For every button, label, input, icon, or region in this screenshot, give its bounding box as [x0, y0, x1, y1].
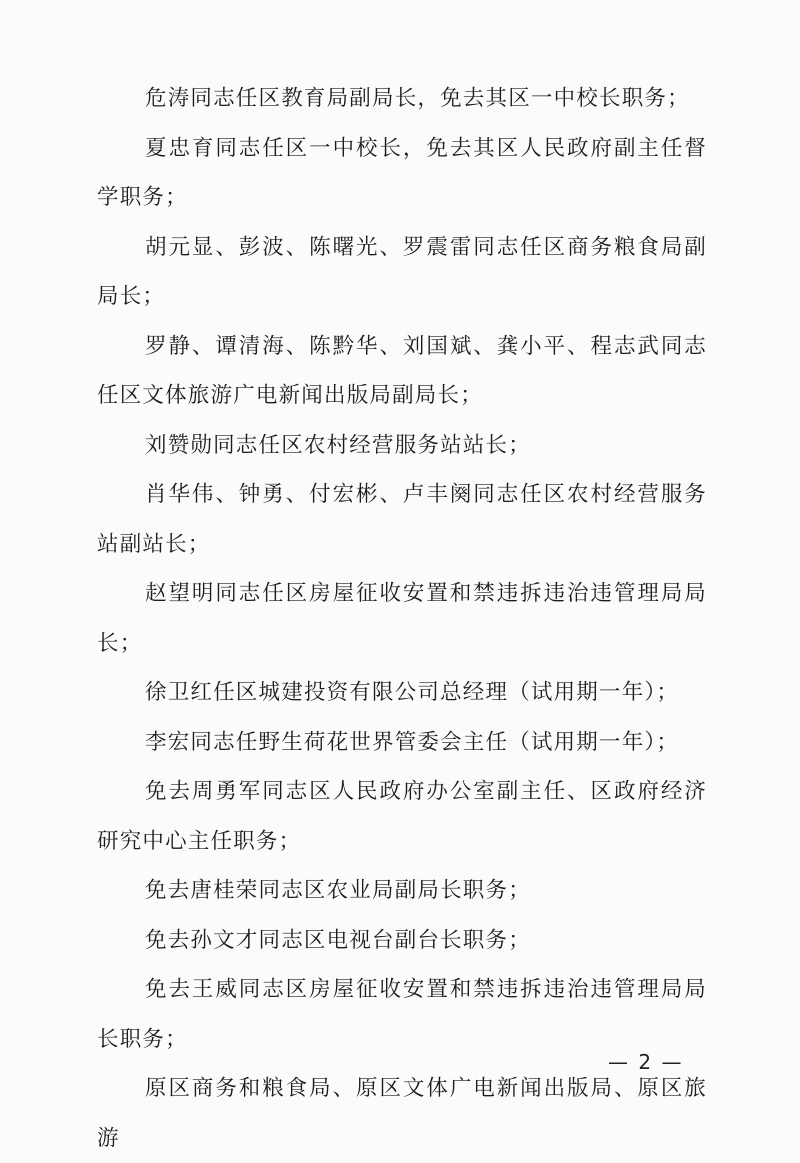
paragraph-2: 夏忠育同志任区一中校长，免去其区人民政府副主任督学职务；: [97, 135, 707, 210]
paragraph-3: 胡元显、彭波、陈曙光、罗震雷同志任区商务粮食局副局长；: [97, 234, 707, 309]
paragraph-7: 赵望明同志任区房屋征收安置和禁违拆违治违管理局局长；: [97, 581, 707, 656]
paragraph-8: 徐卫红任区城建投资有限公司总经理（试用期一年）；: [145, 680, 680, 705]
paragraph-1: 危涛同志任区教育局副局长，免去其区一中校长职务；: [145, 86, 690, 111]
paragraph-14: 原区商务和粮食局、原区文体广电新闻出版局、原区旅游: [97, 1076, 707, 1151]
paragraph-10: 免去周勇军同志区人民政府办公室副主任、区政府经济研究中心主任职务；: [97, 779, 707, 854]
paragraph-12: 免去孙文才同志区电视台副台长职务；: [145, 927, 531, 953]
paragraph-11: 免去唐桂荣同志区农业局副局长职务；: [145, 878, 531, 903]
paragraph-6: 肖华伟、钟勇、付宏彬、卢丰阕同志任区农村经营服务站副站长；: [97, 482, 707, 557]
paragraph-4: 罗静、谭清海、陈黔华、刘国斌、龚小平、程志武同志任区文体旅游广电新闻出版局副局长；: [97, 333, 707, 408]
document-body: [97, 74, 707, 1163]
paragraph-9: 李宏同志任野生荷花世界管委会主任（试用期一年）；: [145, 729, 680, 755]
paragraph-13: 免去王威同志区房屋征收安置和禁违拆违治违管理局局长职务；: [97, 977, 707, 1052]
paragraph-5: 刘赞勋同志任区农村经营服务站站长；: [145, 432, 531, 458]
page-number: — 2 —: [608, 1050, 684, 1074]
